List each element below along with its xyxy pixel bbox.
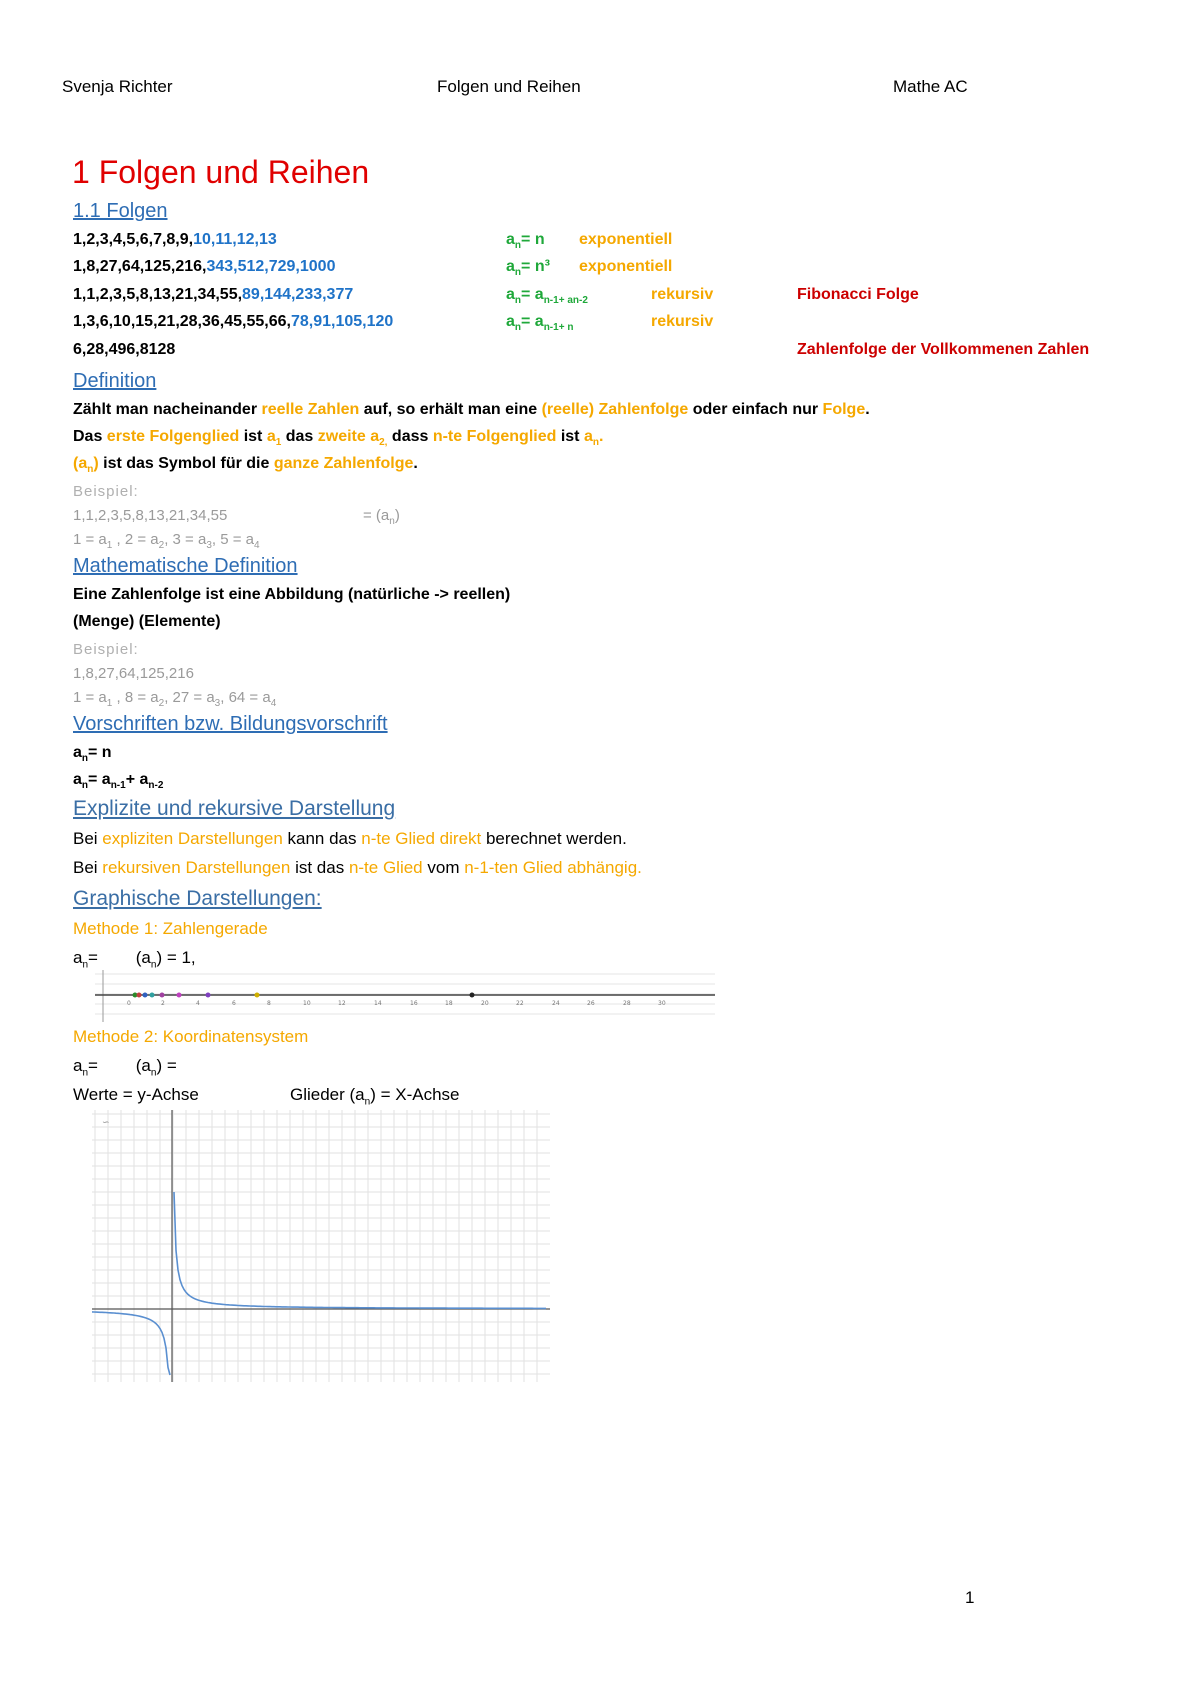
formula-3: $a_n= a_{n-1+ an-2}$	[506, 286, 588, 307]
type-1: exponentiell	[579, 231, 673, 248]
svg-text:20: 20	[481, 1000, 489, 1007]
example-1-eq: = $(a_n)$	[363, 507, 400, 527]
math-line-2: (Menge) (Elemente)	[73, 613, 221, 630]
sequence-row-2: 1,8,27,64,125,216,343,512,729,1000	[73, 258, 336, 275]
heading-math-definition: Mathematische Definition	[73, 555, 298, 577]
svg-text:30: 30	[658, 1000, 666, 1007]
svg-text:22: 22	[516, 1000, 524, 1007]
svg-text:24: 24	[552, 1000, 560, 1007]
axis-terms-label: Glieder $(a_n)$ = X-Achse	[290, 1085, 460, 1108]
coordinate-graph-image	[92, 1110, 550, 1382]
method-2-line: $a_n=$ $(a_n)$ =	[73, 1056, 177, 1079]
header-subject: Mathe AC	[893, 77, 968, 96]
heading-explizit: Explizite und rekursive Darstellung	[73, 797, 396, 820]
svg-text:18: 18	[445, 1000, 453, 1007]
definition-line-1: Zählt man nacheinander reelle Zahlen auf, so erhält man eine (reelle) Zahlenfolge oder einfach nur Folge.	[73, 401, 870, 418]
svg-text:26: 26	[587, 1000, 595, 1007]
svg-text:0: 0	[127, 1000, 131, 1007]
note-fibonacci: Fibonacci Folge	[797, 286, 919, 303]
header-author: Svenja Richter	[62, 77, 173, 96]
example-2-sequence: 1,8,27,64,125,216	[73, 665, 194, 682]
svg-text:2: 2	[161, 1000, 165, 1007]
method-1-title: Methode 1: Zahlengerade	[73, 919, 268, 938]
method-2-title: Methode 2: Koordinatensystem	[73, 1027, 309, 1046]
svg-text:14: 14	[374, 1000, 382, 1007]
sequence-row-1: 1,2,3,4,5,6,7,8,9,10,11,12,13	[73, 231, 277, 248]
vorschrift-line-2: $a_n= a_{n-1}+ a_{n-2}$	[73, 771, 164, 792]
math-line-1: Eine Zahlenfolge ist eine Abbildung (natürliche -> reellen)	[73, 586, 511, 603]
heading-folgen: 1.1 Folgen	[73, 200, 168, 222]
definition-line-3: $(a_n)$ ist das Symbol für die ganze Zahlenfolge.	[73, 455, 418, 476]
explizit-line-2: Bei rekursiven Darstellungen ist das n-te Glied vom n-1-ten Glied abhängig.	[73, 858, 642, 877]
example-2-terms: $1 = a_1$ , $8 = a_2$, $27 = a_3$, $64 = a_4$	[73, 689, 277, 709]
heading-1: 1 Folgen und Reihen	[72, 154, 370, 190]
definition-line-2: Das erste Folgenglied ist $a_1$ das zweite $a_{2,}$ dass n-te Folgenglied ist $a_n$.	[73, 428, 604, 449]
example-1-sequence: 1,1,2,3,5,8,13,21,34,55	[73, 507, 228, 524]
type-4: rekursiv	[651, 313, 714, 330]
example-label-1: Beispiel:	[73, 483, 139, 500]
number-line-image	[95, 970, 715, 1022]
axis-values-label: Werte = y-Achse	[73, 1085, 199, 1104]
svg-text:10: 10	[303, 1000, 311, 1007]
sequence-row-3: 1,1,2,3,5,8,13,21,34,55,89,144,233,377	[73, 286, 354, 303]
formula-1: $a_n= n$	[506, 231, 545, 252]
formula-2: $a_n= n^3$	[506, 258, 550, 279]
method-1-line: $a_n=$ $(a_n) = 1$,	[73, 948, 196, 971]
svg-text:16: 16	[410, 1000, 418, 1007]
type-3: rekursiv	[651, 286, 714, 303]
svg-text:4: 4	[196, 1000, 200, 1007]
type-2: exponentiell	[579, 258, 673, 275]
note-vollkommene: Zahlenfolge der Vollkommenen Zahlen	[797, 341, 1090, 358]
sequence-row-5: 6,28,496,8128	[73, 341, 176, 358]
example-label-2: Beispiel:	[73, 641, 139, 658]
svg-text:12: 12	[338, 1000, 346, 1007]
formula-4: $a_n= a_{n-1+ n}$	[506, 313, 574, 334]
heading-definition: Definition	[73, 370, 157, 392]
heading-graph: Graphische Darstellungen:	[73, 887, 322, 910]
svg-text:28: 28	[623, 1000, 631, 1007]
svg-text:6: 6	[232, 1000, 236, 1007]
heading-vorschrift: Vorschriften bzw. Bildungsvorschrift	[73, 713, 388, 735]
explizit-line-1: Bei expliziten Darstellungen kann das n-te Glied direkt berechnet werden.	[73, 829, 627, 848]
svg-text:8: 8	[267, 1000, 271, 1007]
example-1-terms: $1 = a_1$ , $2 = a_2$, $3 = a_3$, $5 = a_4$	[73, 531, 260, 551]
vorschrift-line-1: $a_n= n$	[73, 744, 112, 765]
sequence-row-4: 1,3,6,10,15,21,28,36,45,55,66,78,91,105,120	[73, 313, 394, 330]
header-title: Folgen und Reihen	[437, 77, 581, 96]
svg-text:∽: ∽	[102, 1118, 110, 1128]
page-number: 1	[965, 1588, 975, 1607]
